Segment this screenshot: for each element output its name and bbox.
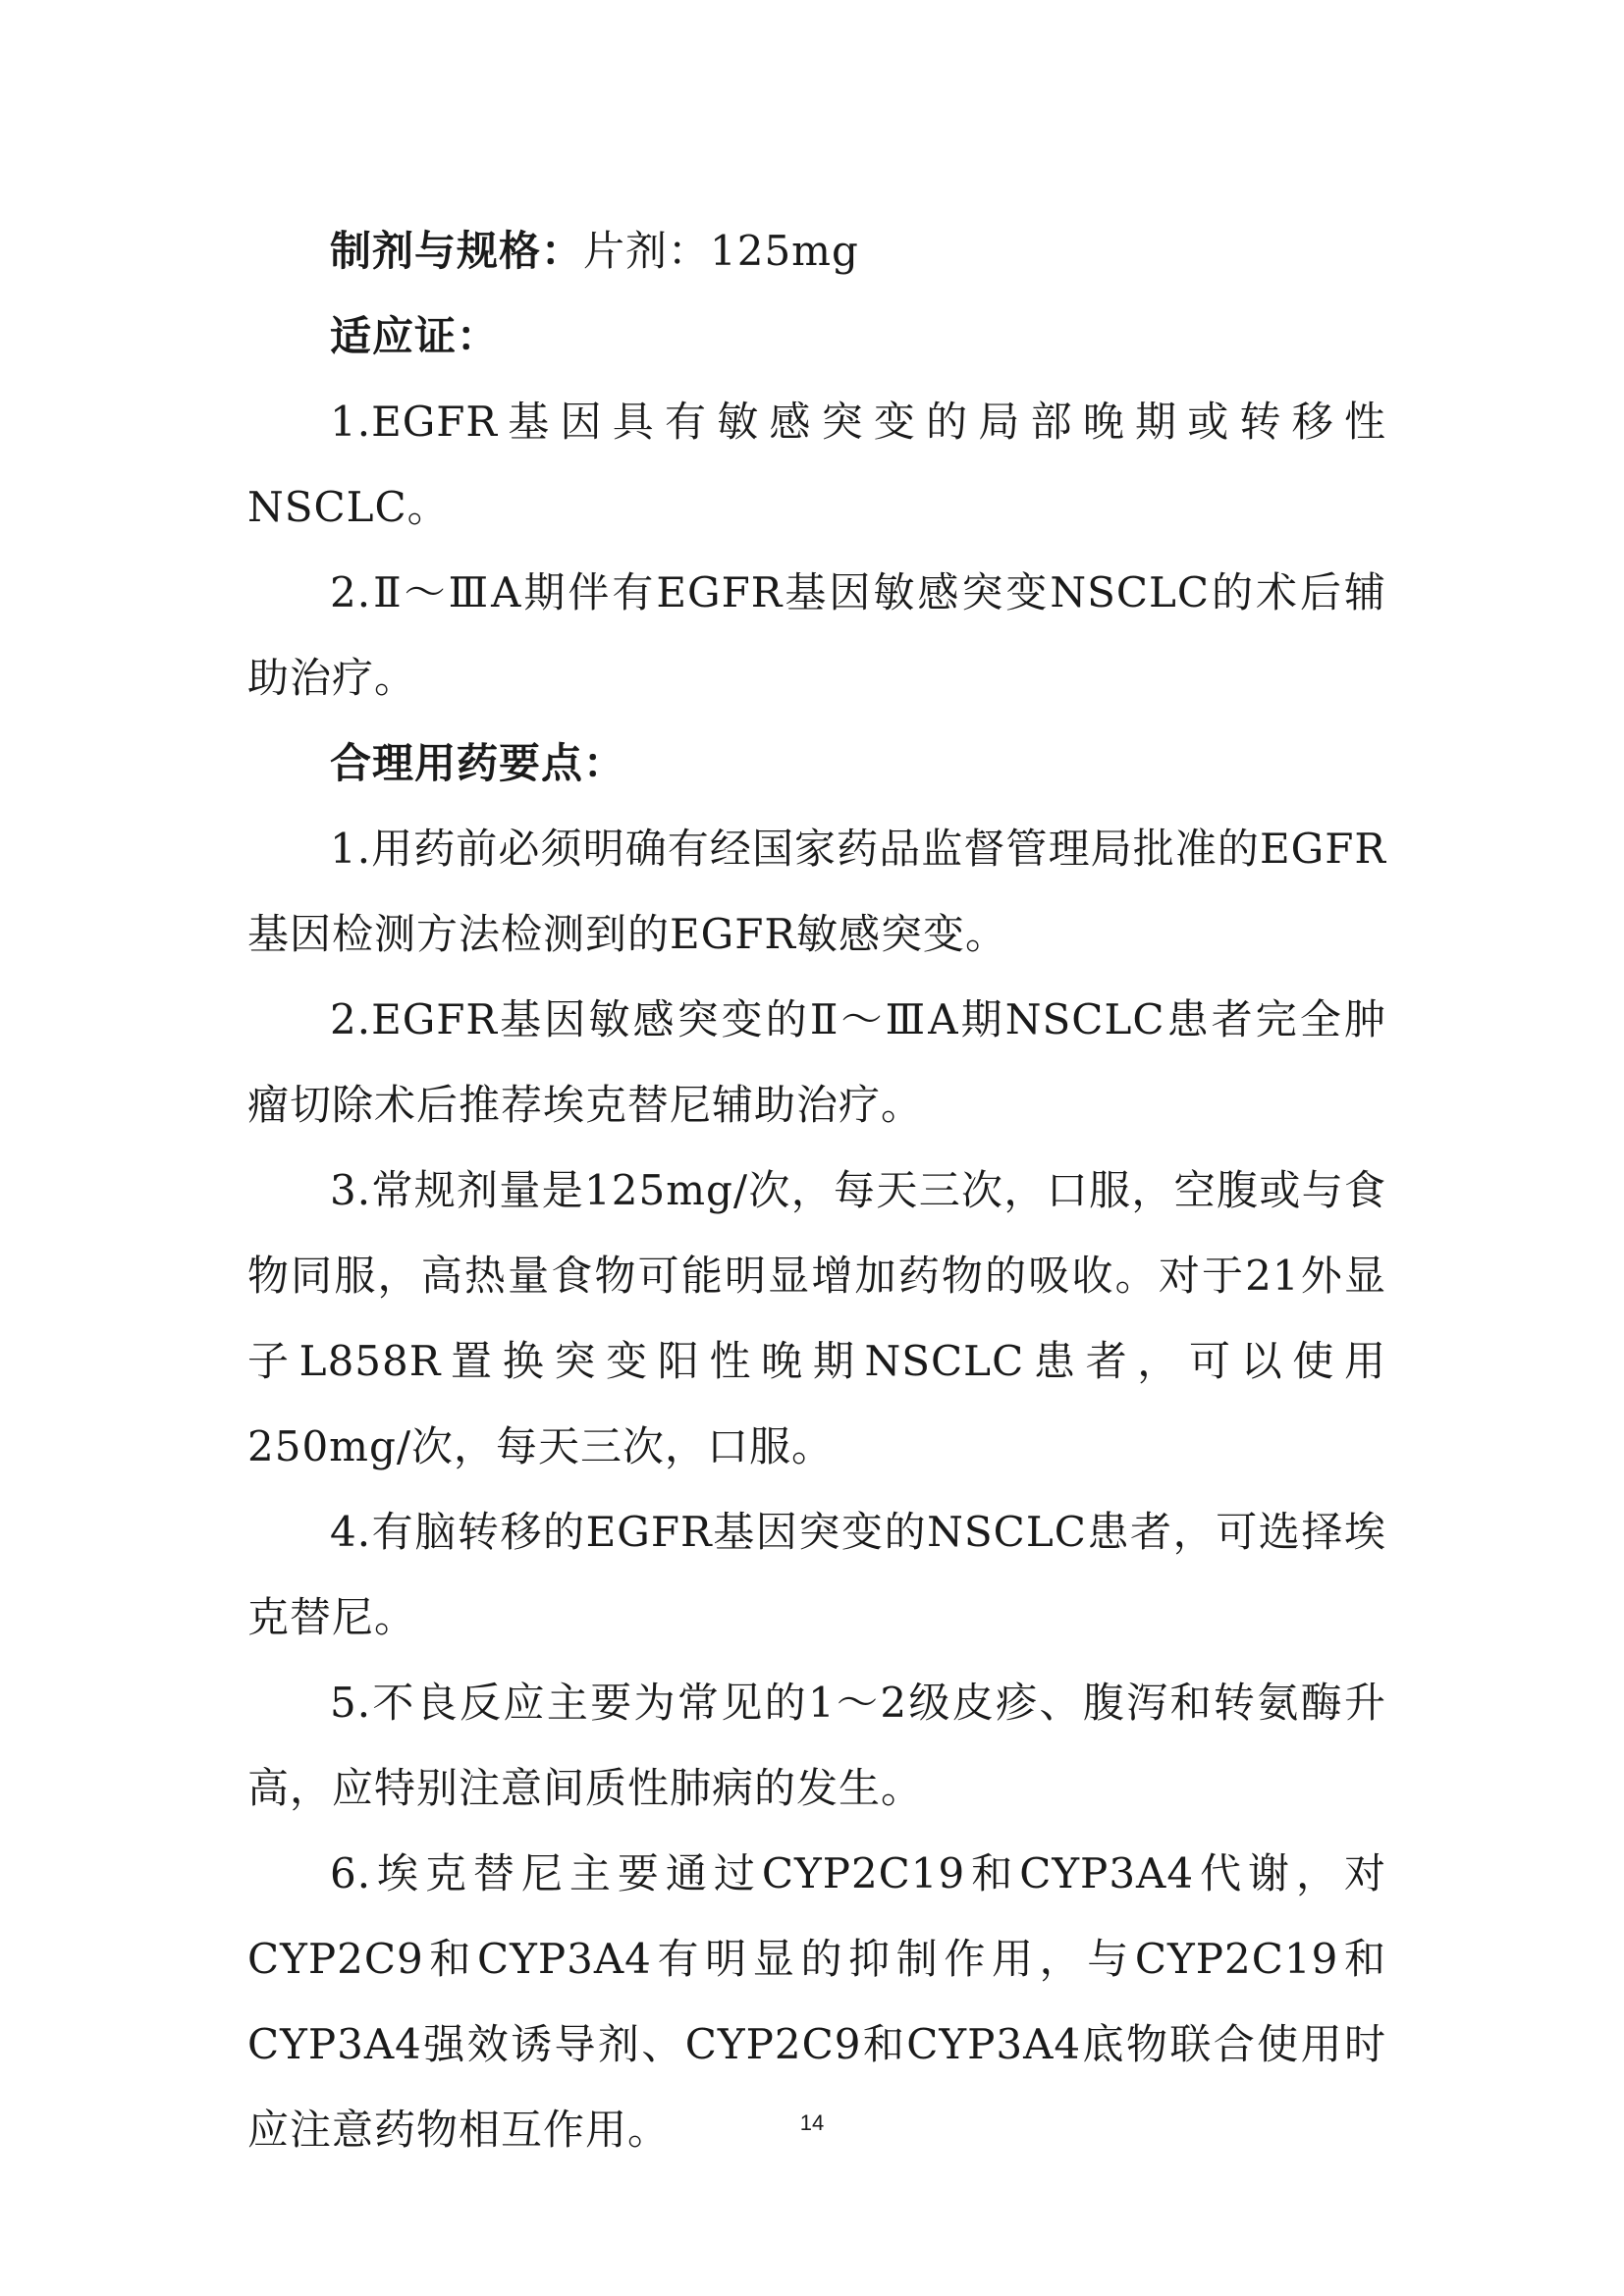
- document-body: [247, 208, 1386, 2172]
- usage-point-6: 6.埃克替尼主要通过CYP2C19和CYP3A4代谢，对CYP2C9和CYP3A4有明显的抑制作用，与CYP2C19和CYP3A4强效诱导剂、CYP2C9和CYP3A4底物联合使用时应注意药物相互作用。: [247, 1849, 1386, 2154]
- indications-heading: 适应证：: [330, 312, 500, 360]
- indication-item-1: 1.EGFR基因具有敏感突变的局部晚期或转移性NSCLC。: [247, 398, 1386, 531]
- usage-point-4: 4.有脑转移的EGFR基因突变的NSCLC患者，可选择埃克替尼。: [247, 1508, 1386, 1641]
- dosage-form-label: 制剂与规格：: [330, 227, 584, 275]
- usage-points-heading: 合理用药要点：: [330, 739, 626, 787]
- usage-point-2: 2.EGFR基因敏感突变的Ⅱ～ⅢA期NSCLC患者完全肿瘤切除术后推荐埃克替尼辅助治疗。: [247, 995, 1386, 1129]
- page-number: 14: [799, 2110, 825, 2135]
- usage-point-3: 3.常规剂量是125mg/次，每天三次，口服，空腹或与食物同服，高热量食物可能明显增加药物的吸收。对于21外显子L858R置换突变阳性晚期NSCLC患者，可以使用250mg/次，每天三次，口服。: [247, 1166, 1386, 1470]
- dosage-form-value: 片剂：125mg: [583, 227, 859, 275]
- dosage-form-paragraph: [247, 208, 1386, 294]
- usage-point-1: 1.用药前必须明确有经国家药品监督管理局批准的EGFR基因检测方法检测到的EGFR敏感突变。: [247, 825, 1386, 958]
- indication-item-2: 2.Ⅱ～ⅢA期伴有EGFR基因敏感突变NSCLC的术后辅助治疗。: [247, 568, 1386, 702]
- usage-point-5: 5.不良反应主要为常见的1～2级皮疹、腹泻和转氨酶升高，应特别注意间质性肺病的发生。: [247, 1679, 1386, 1812]
